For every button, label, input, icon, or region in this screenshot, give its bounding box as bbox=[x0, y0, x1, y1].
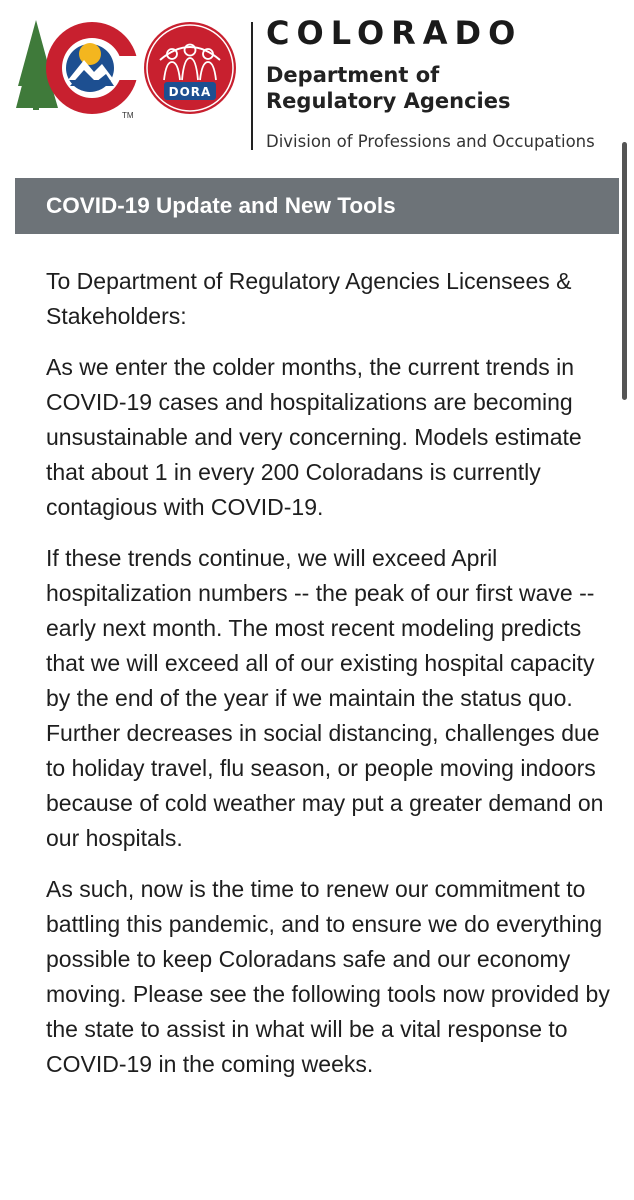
title-banner bbox=[15, 178, 619, 234]
brand-title: COLORADO bbox=[266, 14, 523, 52]
header-divider bbox=[251, 22, 253, 150]
message-body bbox=[46, 264, 610, 1098]
vertical-scrollbar[interactable] bbox=[622, 142, 627, 400]
paragraph-salutation: To Department of Regulatory Agencies Licensees & Stakeholders: bbox=[46, 268, 572, 329]
paragraph-capacity: If these trends continue, we will exceed April hospitalization numbers -- the peak of our first wave -- early next month. The most recent modeling predicts that we will exceed all of our existing hospital capacity by the end of the year if we maintain the status quo. Further decreases in social distancing, challenges due to holiday travel, flu season, or people moving indoors because of cold weather may put a greater demand on our hospitals. bbox=[46, 545, 604, 851]
paragraph-commitment: As such, now is the time to renew our commitment to battling this pandemic, and to ensure we do everything possible to keep Coloradans safe and our economy moving. Please see the following tools now provided by the state to assist in what will be a vital response to COVID-19 in the coming weeks. bbox=[46, 876, 610, 1077]
dora-logo-icon bbox=[142, 20, 238, 116]
paragraph-trends: As we enter the colder months, the current trends in COVID-19 cases and hospitalizations are becoming unsustainable and very concerning. Models estimate that about 1 in every 200 Coloradans is currently contagious with COVID-19. bbox=[46, 354, 582, 520]
header bbox=[0, 0, 634, 170]
department-name: Department of Regulatory Agencies bbox=[266, 63, 511, 113]
banner-title: COVID-19 Update and New Tools bbox=[46, 193, 396, 218]
dora-label: DORA bbox=[168, 85, 212, 99]
division-name: Division of Professions and Occupations bbox=[266, 132, 595, 151]
trademark-text: TM bbox=[122, 111, 134, 120]
colorado-logo-icon bbox=[14, 16, 140, 122]
